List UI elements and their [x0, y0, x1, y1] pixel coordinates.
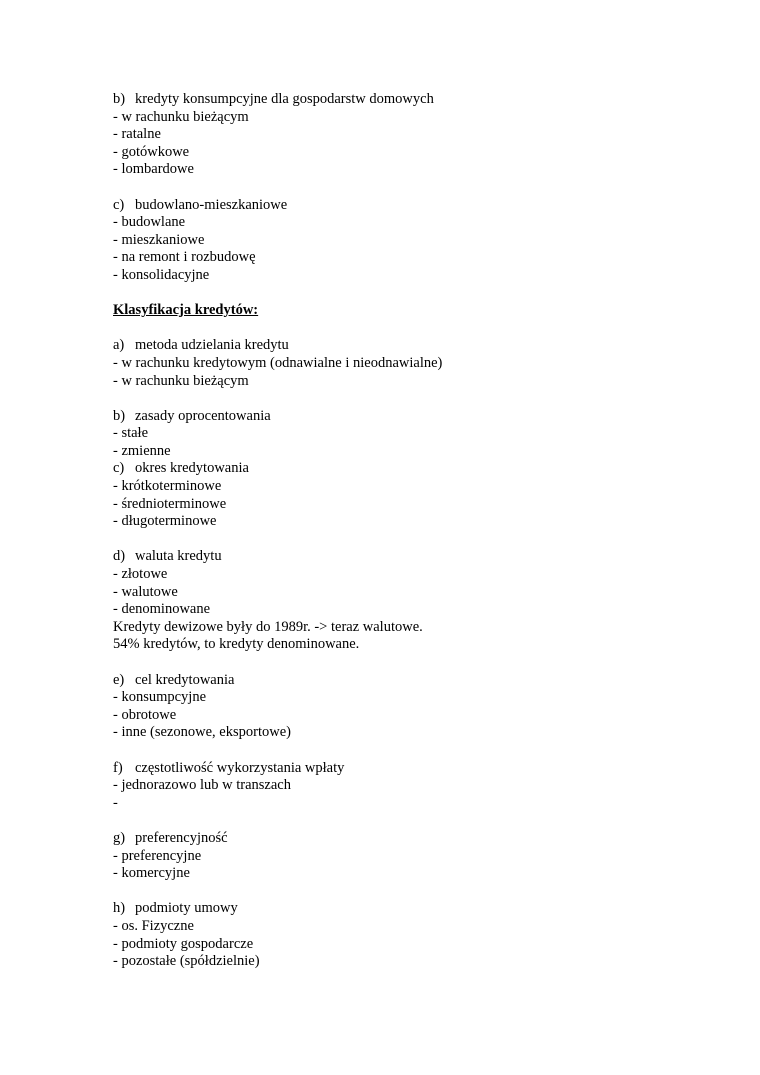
list-item: - preferencyjne — [113, 847, 202, 864]
list-heading-f — [113, 760, 733, 778]
list-marker: h) — [113, 900, 126, 917]
list-item: - pozostałe (spółdzielnie) — [113, 953, 260, 970]
list-title: cel kredytowania — [135, 671, 235, 688]
list-item: - w rachunku bieżącym — [113, 108, 249, 125]
list-item: - os. Fizyczne — [113, 917, 194, 934]
list-marker: d) — [113, 548, 126, 565]
list-title: zasady oprocentowania — [135, 407, 271, 424]
list-item: - zmienne — [113, 442, 171, 459]
list-title: metoda udzielania kredytu — [135, 337, 289, 354]
list-item: - budowlane — [113, 214, 186, 231]
list-item: - inne (sezonowe, eksportowe) — [113, 724, 291, 741]
list-title: podmioty umowy — [135, 900, 238, 917]
list-item: - jednorazowo lub w transzach — [113, 777, 291, 794]
list-heading-c — [113, 197, 733, 215]
list-marker: a) — [113, 337, 125, 354]
list-title: okres kredytowania — [135, 460, 249, 477]
list-item: - długoterminowe — [113, 513, 217, 530]
list-title: częstotliwość wykorzystania wpłaty — [135, 759, 345, 776]
list-item: - obrotowe — [113, 706, 177, 723]
list-item: - denominowane — [113, 601, 211, 618]
list-title: preferencyjność — [135, 829, 228, 846]
list-item: - w rachunku bieżącym — [113, 372, 249, 389]
note-text: Kredyty dewizowe były do 1989r. -> teraz walutowe. — [113, 618, 423, 635]
list-item: - komercyjne — [113, 865, 190, 882]
list-marker: e) — [113, 671, 125, 688]
list-heading-b — [113, 408, 733, 426]
section-heading: Klasyfikacja kredytów: — [113, 302, 259, 319]
list-item: - złotowe — [113, 566, 168, 583]
list-title: waluta kredytu — [135, 548, 222, 565]
list-heading-g — [113, 830, 733, 848]
list-heading-b — [113, 91, 733, 109]
list-item: - walutowe — [113, 583, 178, 600]
note-text: 54% kredytów, to kredyty denominowane. — [113, 636, 360, 653]
list-marker: c) — [113, 460, 125, 477]
list-heading-c — [113, 460, 733, 478]
list-item: - stałe — [113, 425, 149, 442]
list-item: - krótkoterminowe — [113, 478, 222, 495]
list-item: - na remont i rozbudowę — [113, 249, 256, 266]
list-marker: f) — [113, 759, 123, 776]
list-item: - — [113, 794, 118, 811]
list-item: - podmioty gospodarcze — [113, 935, 254, 952]
list-item: - ratalne — [113, 126, 161, 143]
list-title: kredyty konsumpcyjne dla gospodarstw domowych — [135, 91, 434, 107]
list-marker: b) — [113, 407, 126, 424]
list-marker: g) — [113, 829, 126, 846]
list-heading-d — [113, 548, 733, 566]
list-title: budowlano-mieszkaniowe — [135, 196, 288, 213]
list-marker: b) — [113, 91, 126, 107]
list-heading-a — [113, 337, 733, 355]
list-item: - konsumpcyjne — [113, 689, 207, 706]
document-content — [113, 91, 733, 971]
list-item: - konsolidacyjne — [113, 266, 210, 283]
list-item: - mieszkaniowe — [113, 231, 205, 248]
list-item: - gotówkowe — [113, 143, 190, 160]
list-heading-h — [113, 900, 733, 918]
list-item: - lombardowe — [113, 161, 194, 178]
list-heading-e — [113, 672, 733, 690]
list-item: - średnioterminowe — [113, 495, 227, 512]
list-marker: c) — [113, 196, 125, 213]
list-item: - w rachunku kredytowym (odnawialne i nieodnawialne) — [113, 354, 443, 371]
